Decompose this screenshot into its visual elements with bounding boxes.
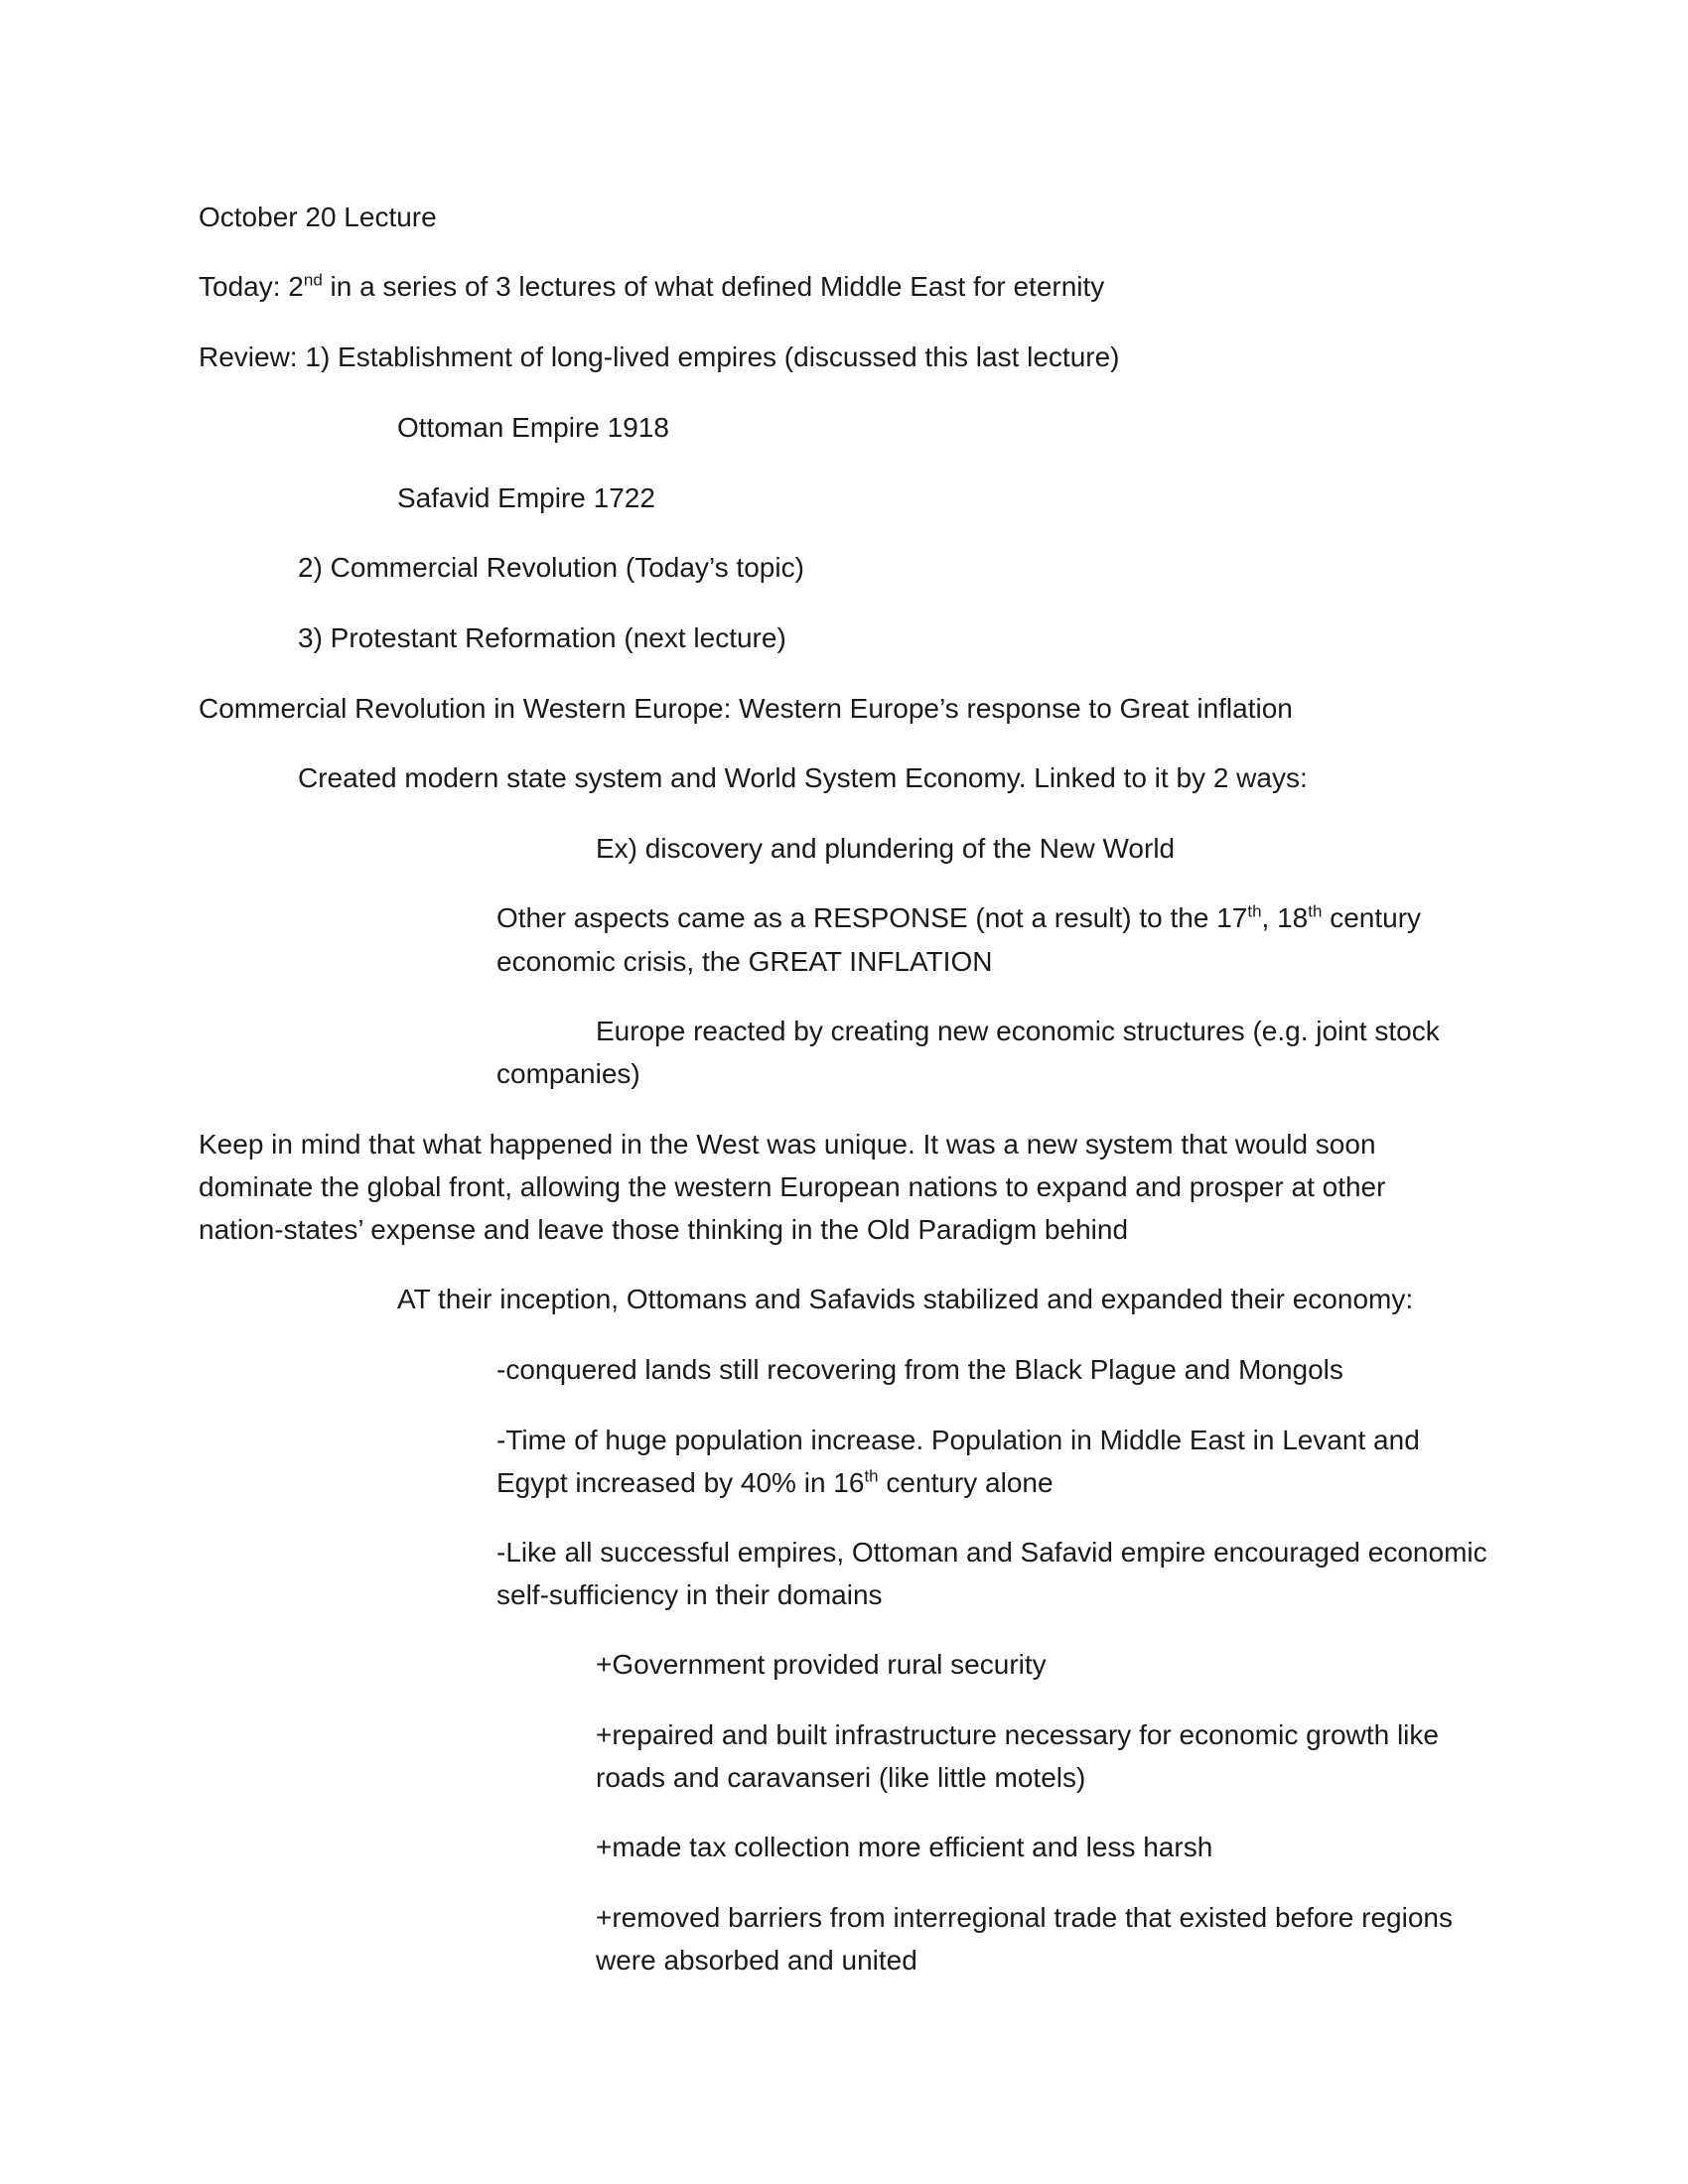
today-rest: in a series of 3 lectures of what defined Middle East for eternity (322, 271, 1105, 302)
lecture-title: October 20 Lecture (199, 202, 437, 232)
self-sufficiency-item-line-1: -Like all successful empires, Ottoman and Safavid empire encouraged economic (496, 1537, 1487, 1568)
population-item-line-1: -Time of huge population increase. Population in Middle East in Levant and (496, 1425, 1420, 1455)
trade-barriers-item-line-2: were absorbed and united (596, 1945, 917, 1976)
commercial-revolution-heading: Commercial Revolution in Western Europe: Western Europe’s response to Great inflation (199, 693, 1293, 724)
today-ordinal: nd (303, 270, 323, 290)
safavid-empire-item: Safavid Empire 1722 (397, 482, 655, 513)
ordinal-17th: th (1247, 901, 1262, 921)
keep-in-mind-line-3: nation-states’ expense and leave those thinking in the Old Paradigm behind (199, 1214, 1129, 1245)
protestant-reformation-item: 3) Protestant Reformation (next lecture) (298, 622, 786, 653)
population-text: Egypt increased by 40% in 16 (496, 1467, 865, 1498)
self-sufficiency-item-line-2: self-sufficiency in their domains (496, 1579, 883, 1610)
infrastructure-item-line-2: roads and caravanseri (like little motels) (596, 1762, 1086, 1793)
today-prefix: Today: 2 (199, 271, 304, 302)
population-text-2: century alone (878, 1467, 1054, 1498)
other-aspects-text-3: century (1322, 902, 1422, 933)
commercial-revolution-item: 2) Commercial Revolution (Today’s topic) (298, 552, 804, 583)
infrastructure-item-line-1: +repaired and built infrastructure necessary for economic growth like (596, 1719, 1439, 1750)
keep-in-mind-line-2: dominate the global front, allowing the western European nations to expand and prosper at other (199, 1171, 1386, 1202)
created-line: Created modern state system and World System Economy. Linked to it by 2 ways: (298, 762, 1308, 793)
example-line: Ex) discovery and plundering of the New World (596, 833, 1176, 864)
review-line: Review: 1) Establishment of long-lived empires (discussed this last lecture) (199, 341, 1120, 372)
rural-security-item: +Government provided rural security (596, 1649, 1047, 1680)
today-line (199, 265, 1104, 308)
europe-reacted-line: Europe reacted by creating new economic structures (e.g. joint stock (596, 1016, 1440, 1046)
ottoman-empire-item: Ottoman Empire 1918 (397, 412, 669, 443)
other-aspects-text: Other aspects came as a RESPONSE (not a result) to the 17 (496, 902, 1248, 933)
ordinal-16th: th (864, 1466, 879, 1486)
conquered-lands-item: -conquered lands still recovering from the Black Plague and Mongols (496, 1354, 1343, 1385)
other-aspects-line-2: economic crisis, the GREAT INFLATION (496, 946, 993, 977)
other-aspects-line (496, 896, 1421, 939)
europe-reacted-line-2: companies) (496, 1058, 640, 1089)
keep-in-mind-line-1: Keep in mind that what happened in the West was unique. It was a new system that would soon (199, 1129, 1376, 1160)
trade-barriers-item-line-1: +removed barriers from interregional trade that existed before regions (596, 1902, 1453, 1933)
population-item-line-2 (496, 1461, 1054, 1504)
tax-collection-item: +made tax collection more efficient and less harsh (596, 1832, 1213, 1862)
ordinal-18th: th (1308, 901, 1323, 921)
other-aspects-text-2: , 18 (1261, 902, 1309, 933)
at-inception-line: AT their inception, Ottomans and Safavids stabilized and expanded their economy: (397, 1284, 1414, 1314)
